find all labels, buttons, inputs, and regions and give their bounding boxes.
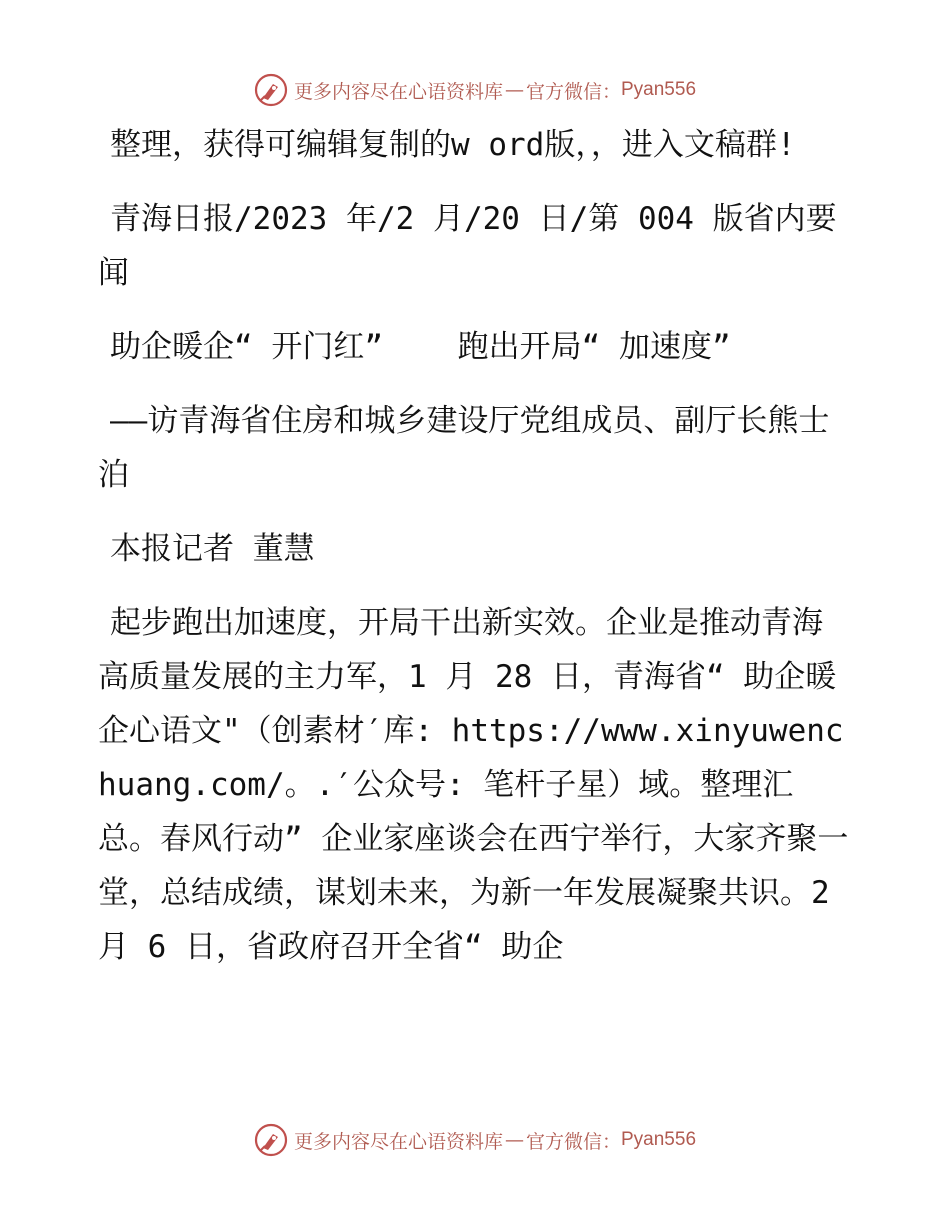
paragraph-intro: 整理，获得可编辑复制的w ord版，，进入文稿群! [110, 127, 796, 163]
article-body-paragraph: 起步跑出加速度，开局干出新实效。企业是推动青海高质量发展的主力军，1 月 28 日，青海省“ 助企暖企心语文"（创素材′库: https://www.xinyuwenchuang.com/。.′公众号: 笔杆子星）域。整理汇总。春风行动” 企业家座谈会在西宁举行，大家齐聚一堂，总结成绩，谋划未来，为新一年发展凝聚共识。2 月 6 日，省政府召开全省“ 助企 [98, 605, 849, 965]
paragraph-source: 青海日报/2023 年/2 月/20 日/第 004 版省内要闻 [98, 201, 837, 291]
banner-text: 更多内容尽在心语资料库 [293, 80, 503, 103]
banner-official-label: 官方微信： [525, 1130, 621, 1153]
header-watermark-banner [0, 70, 950, 110]
banner-separator: — [504, 79, 524, 101]
banner-official-label: 官方微信： [525, 80, 621, 103]
banner-wechat-id: Pyan556 [621, 79, 697, 100]
footer-watermark-banner [0, 1120, 950, 1160]
pen-nib-logo-icon [254, 1123, 288, 1157]
banner-wechat-id: Pyan556 [621, 1129, 697, 1150]
article-subtitle: ——访青海省住房和城乡建设厅党组成员、副厅长熊士泊 [98, 403, 830, 493]
document-body [98, 118, 850, 994]
banner-separator: — [504, 1129, 524, 1151]
article-byline: 本报记者 董慧 [110, 531, 315, 567]
banner-text: 更多内容尽在心语资料库 [293, 1130, 503, 1153]
pen-nib-logo-icon [254, 73, 288, 107]
article-title: 助企暖企“ 开门红” 跑出开局“ 加速度” [110, 329, 731, 365]
